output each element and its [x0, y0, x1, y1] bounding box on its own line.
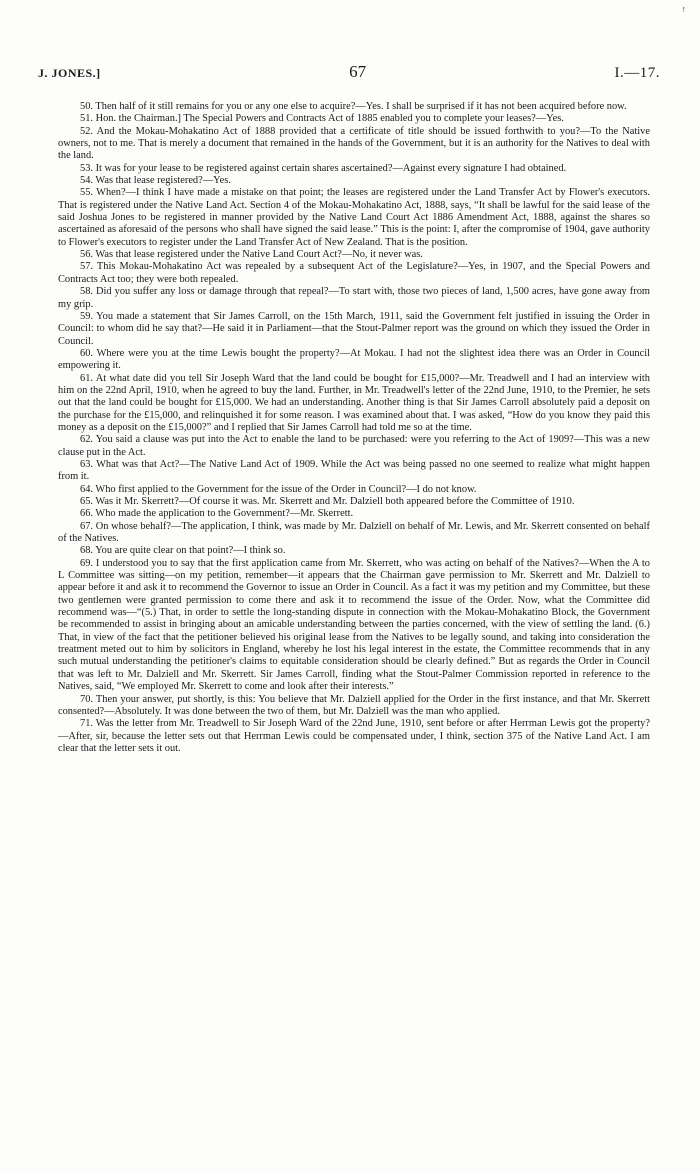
paragraph-56: 56. Was that lease registered under the Native Land Court Act?—No, it never was.: [80, 249, 423, 261]
corner-mark: ↑: [681, 4, 686, 14]
paper-reference: I.—17.: [614, 65, 660, 81]
paragraph-52: 52. And the Mokau-Mohakatino Act of 1888 provided that a certificate of title should be issued forthwith to you?—To the Native owners, not to me. That is merely a document that remained in the hands of the Government, but it is an authority for the Natives to deal with the land.: [58, 125, 650, 162]
paragraph-60: 60. Where were you at the time Lewis bought the property?—At Mokau. I had not the slightest idea there was an Order in Council empowering it.: [58, 347, 650, 372]
page-number: 67: [349, 62, 367, 81]
paragraph-62: 62. You said a clause was put into the Act to enable the land to be purchased: were you referring to the Act of 1909?—This was a new clause put in the Act.: [58, 434, 650, 458]
witness-name: J. JONES.]: [38, 66, 101, 80]
paragraph-66: 66. Who made the application to the Government?—Mr. Skerrett.: [80, 508, 354, 520]
paragraph-50: 50. Then half of it still remains for you or any one else to acquire?—Yes. I shall be surprised if it has not been acquired before now.: [80, 101, 627, 112]
page-header: [38, 62, 660, 84]
paragraph-54: 54. Was that lease registered?—Yes.: [80, 175, 231, 187]
paragraph-57: 57. This Mokau-Mohakatino Act was repealed by a subsequent Act of the Legislature?—Yes, in 1907, and the Special Powers and Contracts Act too; they were both repealed.: [58, 261, 650, 285]
paragraph-71: 71. Was the letter from Mr. Treadwell to Sir Joseph Ward of the 22nd June, 1910, sent before or after Herrman Lewis got the property?—After, sir, because the letter sets out that Herrman Lewis could be compensated under, I think, section 375 of the Native Land Act. I am clear that the letter sets it out.: [58, 718, 650, 754]
paragraph-61: 61. At what date did you tell Sir Joseph Ward that the land could be bought for £15,000?—Mr. Treadwell and I had an interview with him on the 22nd April, 1910, when he agreed to buy the land. Further, in Mr. Treadwell's letter of the 22nd June, 1910, to the Premier, he sets out that the land could be bought for £15,000. We had an understanding. Another thing is that Sir James Carroll absolutely paid a deposit on the purchase for the £15,000, and relinquished it for some reason. I was examined about that. I was asked, “How do you know they paid this money as a deposit on the £15,000?” and I replied that Sir James Carroll had told me so at the time.: [58, 372, 650, 433]
paragraph-68: 68. You are quite clear on that point?—I think so.: [80, 545, 286, 557]
paragraph-67: 67. On whose behalf?—The application, I think, was made by Mr. Dalziell on behalf of Mr. Lewis, and Mr. Skerrett consented on behalf of the Natives.: [58, 520, 650, 545]
paragraph-51: 51. Hon. the Chairman.] The Special Powers and Contracts Act of 1885 enabled you to complete your leases?—Yes.: [80, 113, 564, 125]
paragraph-55: 55. When?—I think I have made a mistake on that point; the leases are registered under the Land Transfer Act by Flower's executors. That is registered under the Native Land Act. Section 4 of the Mokau-Mohakatino Act, 1888, says, “It shall be lawful for the said lease of the said Joshua Jones to be registered in manner provided by the Native Land Court Act 1886 Amendment Act, 1888, against the shares so ascertained as aforesaid of the persons who shall have signed the said lease.” This is the point: I, after the compromise of 1904, gave authority to Flower's executors to register under the Land Transfer Act of New Zealand. That is the position.: [58, 187, 650, 248]
paragraph-70: 70. Then your answer, put shortly, is this: You believe that Mr. Dalziell applied for the Order in the first instance, and that Mr. Skerrett consented?—Absolutely. It was done between the two of them, but Mr. Dalziell was the man who applied.: [58, 693, 650, 717]
paragraph-65: 65. Was it Mr. Skerrett?—Of course it was. Mr. Skerrett and Mr. Dalziell both appeared before the Committee of 1910.: [80, 496, 575, 507]
paragraph-69: 69. I understood you to say that the first application came from Mr. Skerrett, who was acting on behalf of the Natives?—When the A to L Committee was sitting—on my petition, remember—it appears that the Chairman gave permission to Mr. Skerrett and Mr. Dalziell to appear before it and ask it to recommend the Governor to issue an Order in Council. As a fact it was my petition and my Committee, but these two gentlemen were granted permission to come there and ask it to recommend the issue of the Order. Now, what the Committee did recommend was—“(5.) That, in order to settle the long-standing dispute in connection with the Mokau-Mohakatino Block, the Government be recommended to assist in bringing about an amicable understanding between the parties concerned, with the view of settling the land. (6.) That, in view of the fact that the petitioner believed his original lease from the Natives to be legally sound, and taking into consideration the treatment meted out to him by solicitors in England, whereby he lost his legal interest in the estate, the Committee recommends that in any such mutual understanding the petitioner's claims to equitable consideration should be clearly defined.” But as regards the Order in Council that was left to Mr. Dalziell and Mr. Skerrett. Sir James Carroll, finding what the Stout-Palmer Commission reported in reference to the Natives, said, “We employed Mr. Skerrett to come and look after their interests.”: [58, 557, 650, 693]
paragraph-64: 64. Who first applied to the Government for the issue of the Order in Council?—I do not know.: [80, 483, 477, 495]
paragraph-58: 58. Did you suffer any loss or damage through that repeal?—To start with, those two pieces of land, 1,500 acres, have gone away from my grip.: [58, 286, 650, 310]
paragraph-53: 53. It was for your lease to be registered against certain shares ascertained?—Against every signature I had obtained.: [80, 162, 567, 174]
paragraph-63: 63. What was that Act?—The Native Land Act of 1909. While the Act was being passed no one seemed to realize what might happen from it.: [58, 458, 650, 483]
paragraph-59: 59. You made a statement that Sir James Carroll, on the 15th March, 1911, said the Government felt justified in issuing the Order in Council: to whom did he say that?—He said it in Parliament—that the Stout-Palmer report was the ground on which they issued the Order in Council.: [58, 310, 650, 347]
testimony-body: [58, 101, 650, 755]
